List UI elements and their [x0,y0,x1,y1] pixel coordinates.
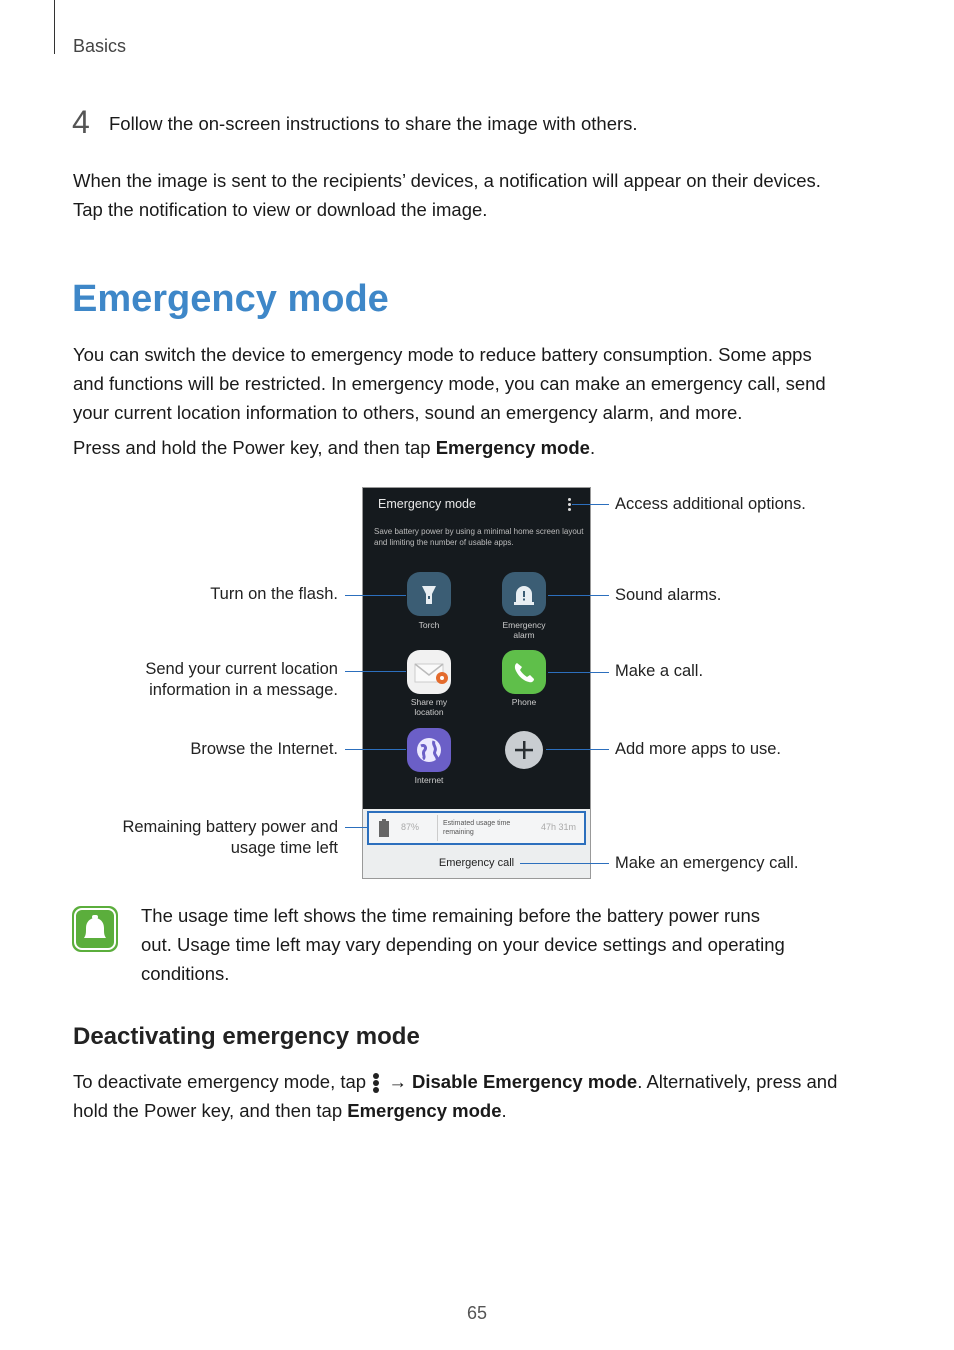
disable-emergency-term: Disable Emergency mode [412,1071,638,1092]
bell-icon [72,906,118,952]
callout-line-emergency-call [520,863,609,864]
phone-description: Save battery power by using a minimal home screen layout and limiting the number of usable apps. [374,527,584,547]
emergency-line-1: You can switch the device to emergency mode to reduce battery consumption. Some apps [73,344,812,365]
usage-time: 47h 31m [541,822,577,832]
intro-line-1: When the image is sent to the recipients’ devices, a notification will appear on their devices. [73,170,821,191]
battery-percent: 87% [401,822,420,832]
battery-icon [379,819,389,837]
phone-bottom-panel [363,809,590,878]
callout-internet: Browse the Internet. [190,740,338,758]
callout-more-apps: Add more apps to use. [615,740,782,758]
internet-label: Internet [414,775,444,785]
callout-emergency-call: Make an emergency call. [615,854,799,872]
phone-screenshot [362,487,591,879]
callout-line-internet [345,749,406,750]
callout-line-alarms [548,595,609,596]
section-label: Basics [73,36,127,56]
emergency-call-button[interactable]: Emergency call [438,857,515,869]
phone-app-icon[interactable] [502,650,546,694]
step-text: Follow the on-screen instructions to share the image with others. [109,113,638,134]
phone-label: Phone [511,697,537,707]
callout-options: Access additional options. [615,495,806,513]
estimated-usage-label: Estimated usage time remaining [443,820,511,836]
battery-status-box [367,811,586,845]
callout-line-more-apps [546,749,609,750]
emergency-line-3: your current location information to others, sound an emergency alarm, and more. [73,402,743,423]
callout-line-flash [345,595,406,596]
more-options-icon [373,1072,381,1094]
emergency-paragraph [73,340,883,427]
callout-alarms: Sound alarms. [615,586,722,604]
alarm-label: Emergency alarm [502,620,546,640]
callout-call: Make a call. [615,662,704,680]
page-title: Emergency mode [72,278,389,320]
add-app-icon[interactable] [505,731,543,769]
callout-battery: Remaining battery power and usage time left [122,818,338,857]
arrow: → [388,1071,407,1092]
page-number: 65 [466,1303,488,1323]
emergency-line-2: and functions will be restricted. In emergency mode, you can make an emergency call, send [73,373,826,394]
internet-app-icon[interactable] [407,728,451,772]
press-hold-instruction: Press and hold the Power key, and then tap Emergency mode. [73,437,596,458]
emergency-mode-term-2: Emergency mode [347,1100,502,1121]
note-text: The usage time left shows the time remaining before the battery power runs out. Usage time left may vary depending on your device settings and operating conditions. [141,905,785,984]
torch-app-icon[interactable] [407,572,451,616]
intro-line-2: Tap the notification to view or download the image. [73,199,488,220]
deactivate-line-1: To deactivate emergency mode, tap → Disable Emergency mode. Alternatively, press and [73,1067,883,1096]
intro-paragraph [73,166,883,224]
callout-line-battery [345,827,367,828]
deactivate-heading: Deactivating emergency mode [73,1023,420,1050]
share-location-label: Share my location [410,697,448,717]
deactivate-paragraph [73,1067,883,1125]
torch-label: Torch [418,620,440,630]
callout-location: Send your current location information in a message. [145,660,338,699]
phone-title: Emergency mode [378,497,476,511]
step-number: 4 [72,104,90,140]
share-location-app-icon[interactable] [407,650,451,694]
more-options-icon[interactable] [568,498,572,513]
deactivate-line-2: hold the Power key, and then tap Emergency mode. [73,1100,507,1121]
emergency-mode-term: Emergency mode [435,437,590,458]
status-divider [437,815,438,841]
alarm-app-icon[interactable] [502,572,546,616]
margin-rule [54,0,55,54]
callout-line-location [345,671,406,672]
callout-flash: Turn on the flash. [210,585,338,603]
callout-line-call [548,672,609,673]
callout-line-options [572,504,609,505]
